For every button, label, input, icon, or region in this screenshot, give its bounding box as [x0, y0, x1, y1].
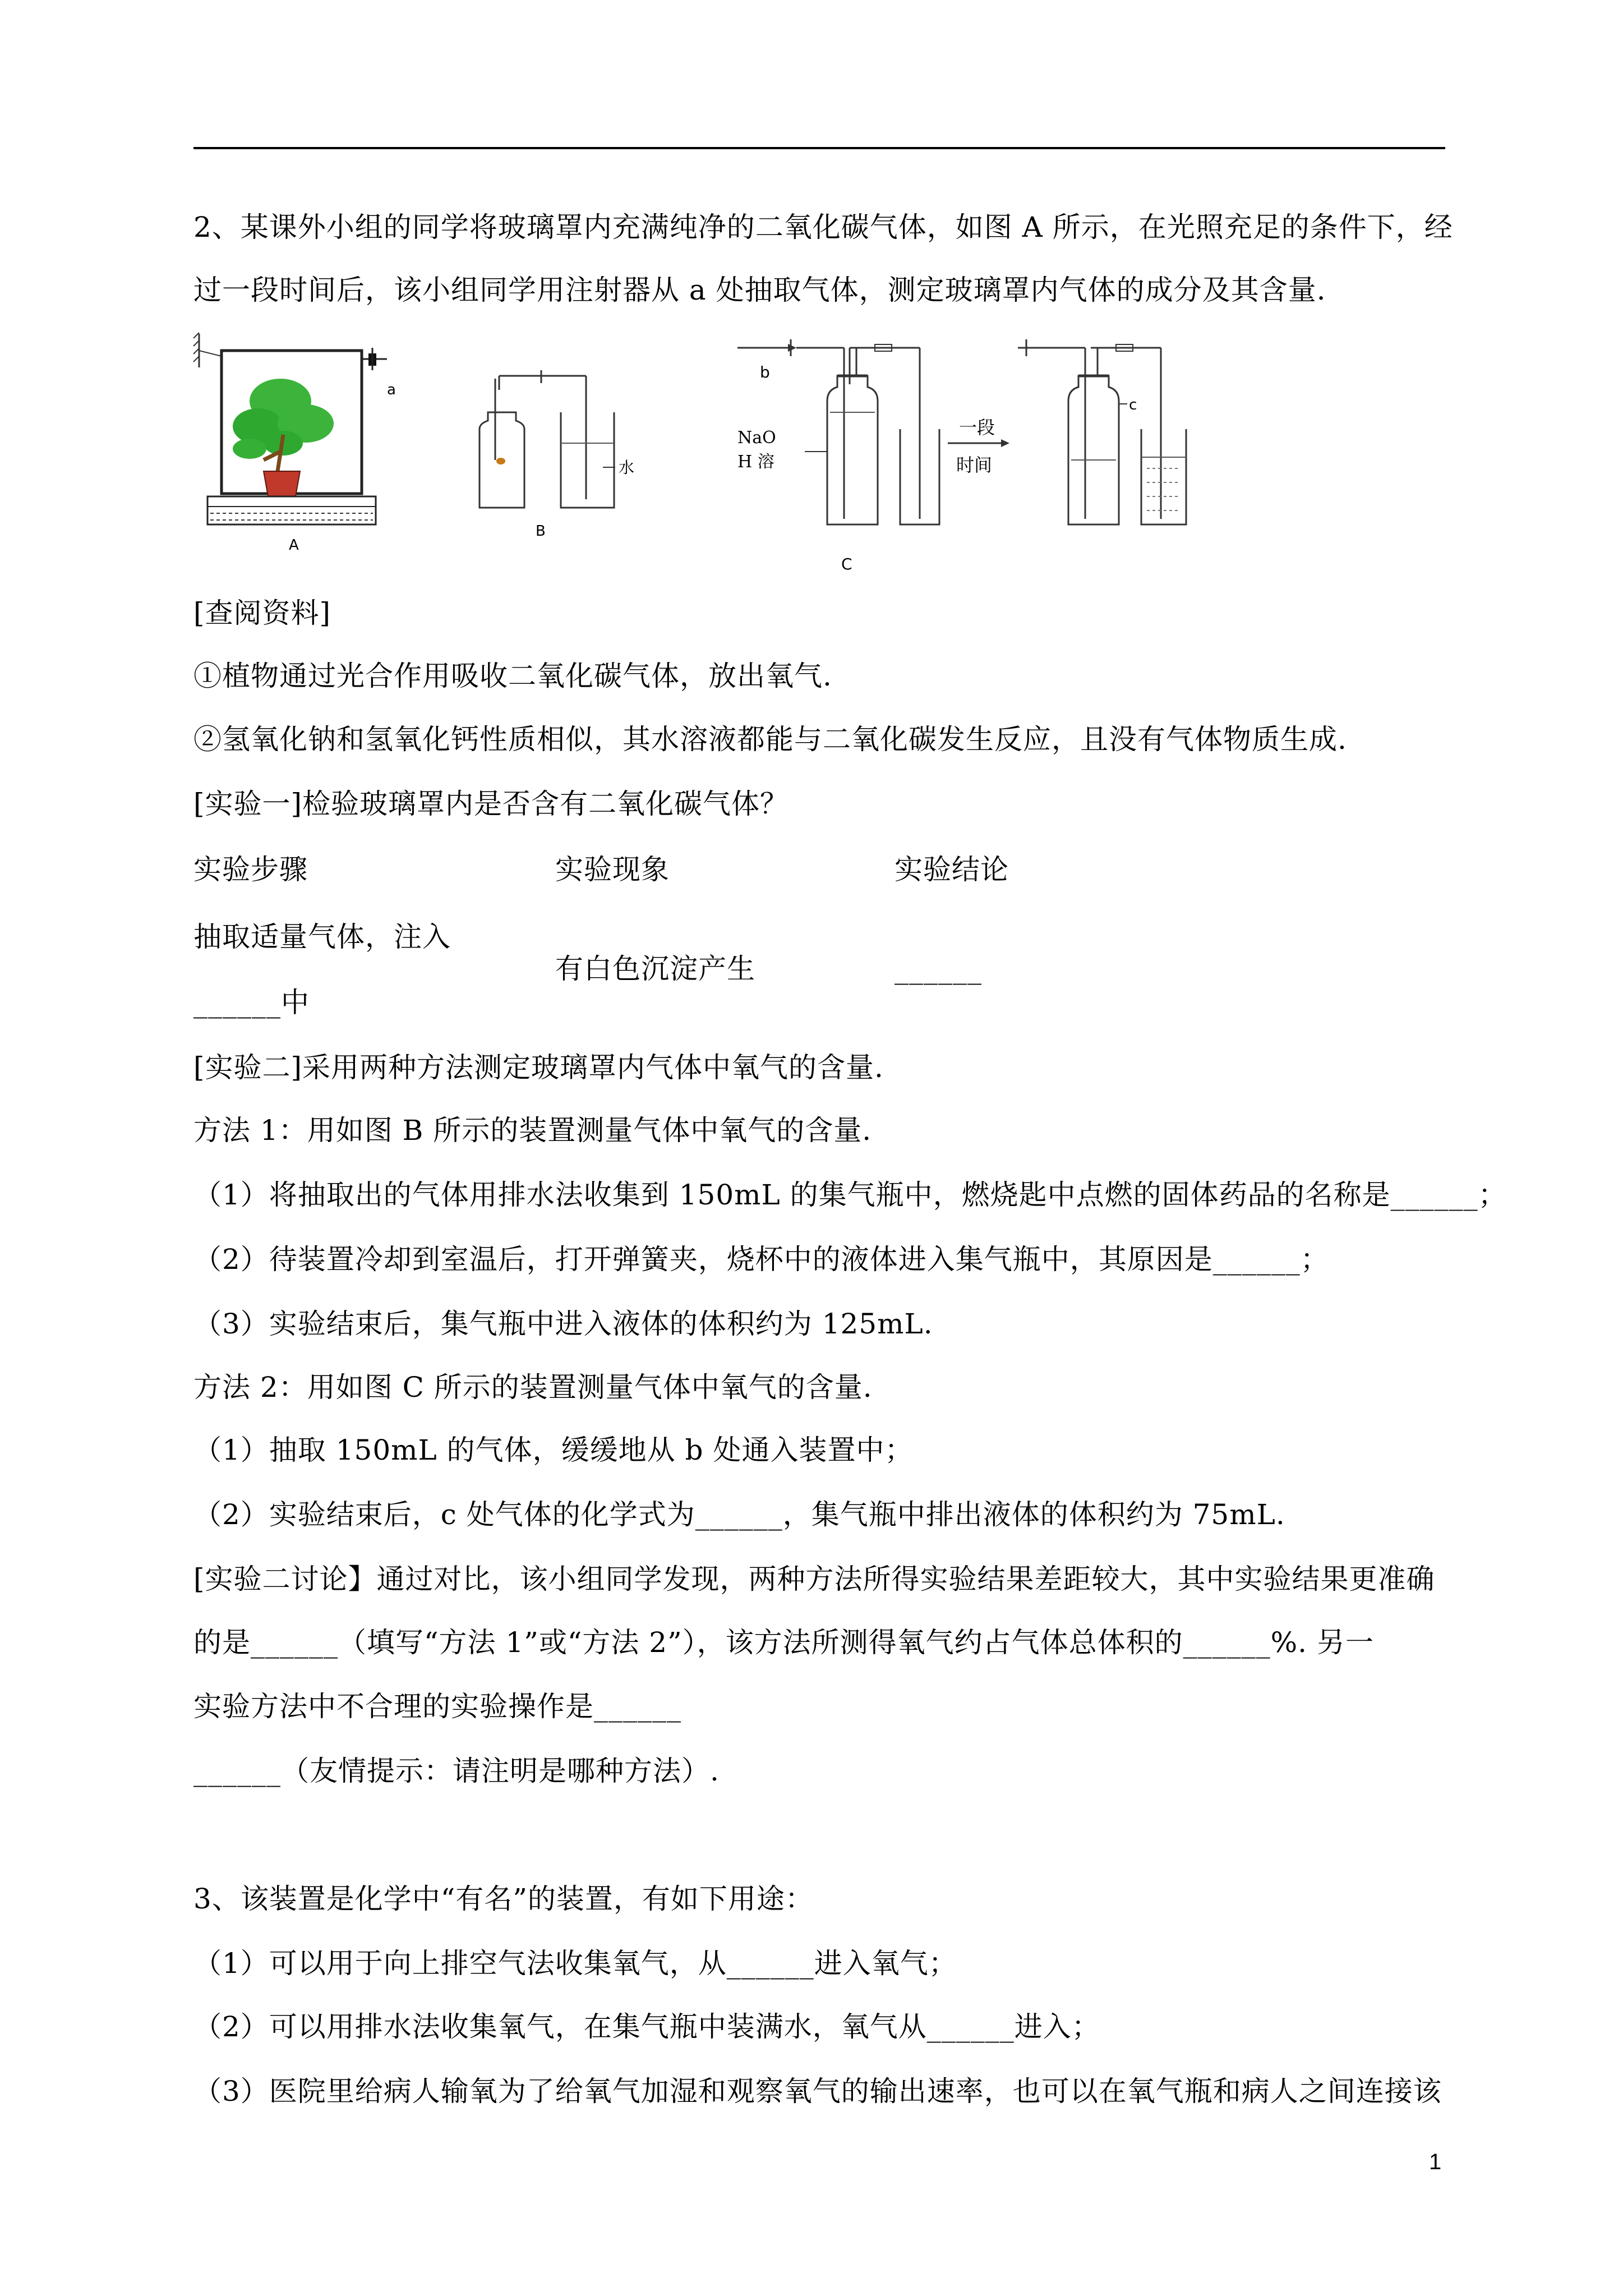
method1-item-1: （1）将抽取出的气体用排水法收集到 150mL 的集气瓶中，燃烧匙中点燃的固体药品的名称是______；	[193, 1179, 1507, 1211]
discussion-line1: [实验二讨论】通过对比，该小组同学发现，两种方法所得实验结果差距较大，其中实验结果更准确	[193, 1563, 1435, 1595]
figure-c-arrow-bottom: 时间	[956, 454, 993, 476]
figure-c-label-naoh-1: NaO	[737, 428, 776, 448]
figure-c-arrow-top: 一段	[959, 417, 995, 438]
table-header-conclusion: 实验结论	[895, 853, 1009, 886]
figure-a-label-a: a	[387, 381, 396, 398]
q3-item-2: （2）可以用排水法收集氧气，在集气瓶中装满水，氧气从______进入；	[193, 2010, 1100, 2043]
figure-c	[737, 339, 1085, 575]
apparatus-figures	[193, 328, 1137, 575]
exp1-title: [实验一]检验玻璃罩内是否含有二氧化碳气体？	[193, 788, 789, 820]
figure-b	[468, 367, 635, 553]
table-step-line2: ______中	[193, 986, 310, 1019]
ref-item-2: ②氢氧化钠和氢氧化钙性质相似，其水溶液都能与二氧化碳发生反应，且没有气体物质生成.	[193, 723, 1347, 756]
header-rule	[193, 147, 1445, 149]
ref-item-1: ①植物通过光合作用吸收二氧化碳气体，放出氧气.	[193, 660, 832, 692]
method1-item-2: （2）待装置冷却到室温后，打开弹簧夹，烧杯中的液体进入集气瓶中，其原因是______；	[193, 1243, 1329, 1276]
q2-line2: 过一段时间后，该小组同学用注射器从 a 处抽取气体，测定玻璃罩内气体的成分及其含量.	[193, 274, 1326, 306]
figure-a	[193, 328, 395, 564]
table-phenomenon: 有白色沉淀产生	[555, 953, 755, 985]
figure-c-after	[1038, 339, 1251, 524]
q3-item-3: （3）医院里给病人输氧为了给氧气加湿和观察氧气的输出速率，也可以在氧气瓶和病人之间连接该	[193, 2075, 1442, 2108]
page-number: 1	[1429, 2150, 1442, 2174]
figure-c-label-b: b	[760, 363, 770, 381]
exp2-title: [实验二]采用两种方法测定玻璃罩内气体中氧气的含量.	[193, 1051, 884, 1084]
discussion-line3: 实验方法中不合理的实验操作是______	[193, 1690, 681, 1723]
ref-title: [查阅资料]	[193, 597, 331, 629]
method1-item-3: （3）实验结束后，集气瓶中进入液体的体积约为 125mL.	[193, 1308, 933, 1340]
method2-item-1: （1）抽取 150mL 的气体，缓缓地从 b 处通入装置中；	[193, 1434, 914, 1466]
q3-item-1: （1）可以用于向上排空气法收集氧气，从______进入氧气；	[193, 1947, 957, 1980]
method1-title: 方法 1：用如图 B 所示的装置测量气体中氧气的含量.	[193, 1114, 872, 1147]
discussion-line2: 的是______（填写“方法 1”或“方法 2”），该方法所测得氧气约占气体总体积的______%. 另一	[193, 1626, 1374, 1659]
discussion-line4: ______（友情提示：请注明是哪种方法）.	[193, 1755, 720, 1787]
table-conclusion-blank: ______	[895, 953, 982, 985]
figure-c-label-c: c	[1129, 397, 1137, 413]
table-header-step: 实验步骤	[193, 853, 308, 886]
figure-b-caption: B	[536, 523, 546, 540]
table-header-phenomenon: 实验现象	[555, 853, 670, 886]
q3-intro: 3、该装置是化学中“有名”的装置，有如下用途：	[193, 1883, 814, 1915]
q2-line1: 2、某课外小组的同学将玻璃罩内充满纯净的二氧化碳气体，如图 A 所示，在光照充足的条件下，经	[193, 211, 1453, 243]
figure-a-caption: A	[289, 537, 299, 554]
figure-c-label-naoh-2: H 溶	[737, 452, 774, 472]
figure-c-caption: C	[841, 555, 852, 573]
figure-b-label-water: 水	[619, 458, 635, 477]
table-step-line1: 抽取适量气体，注入	[193, 921, 451, 953]
method2-item-2: （2）实验结束后，c 处气体的化学式为______，集气瓶中排出液体的体积约为 75mL.	[193, 1498, 1285, 1531]
method2-title: 方法 2：用如图 C 所示的装置测量气体中氧气的含量.	[193, 1371, 873, 1404]
